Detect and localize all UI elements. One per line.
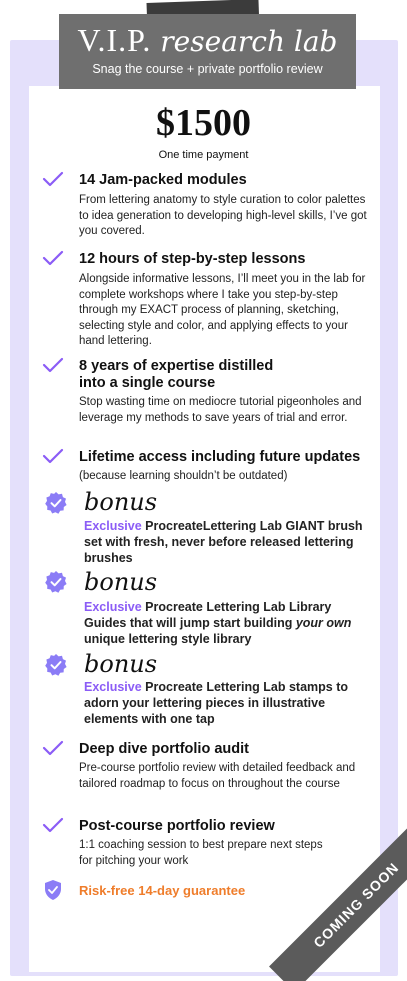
bonus-text-after: unique lettering style library	[84, 632, 252, 646]
checkmark-icon	[41, 447, 65, 465]
guarantee-text: Risk-free 14-day guarantee	[79, 883, 246, 898]
feature-description: Alongside informative lessons, I’ll meet you in the lab for complete workshops where I take you step-by-step through my EXACT process of planning, sketching, selecting style and color, and applying effects to your hand lettering.	[79, 273, 366, 348]
checkmark-icon	[41, 356, 65, 374]
feature-title: 12 hours of step-by-step lessons	[79, 251, 306, 267]
feature-title: 8 years of expertise distilled into a single course	[79, 358, 274, 391]
banner-title	[59, 22, 356, 60]
coming-soon-ribbon: COMING SOON	[269, 821, 407, 981]
feature-description: (because learning shouldn’t be outdated)	[79, 470, 288, 482]
verified-badge-icon	[44, 491, 68, 515]
bonus-text: ProcreateLettering Lab GIANT brush set with fresh, never before released lettering brushes	[84, 519, 363, 565]
banner-subtitle: Snag the course + private portfolio review	[92, 62, 323, 76]
bonus-highlight: Exclusive	[84, 680, 142, 694]
bonus-label: bonus	[84, 650, 158, 678]
checkmark-icon	[41, 816, 65, 834]
header-banner	[59, 14, 356, 89]
verified-badge-icon	[44, 653, 68, 677]
bonus-label: bonus	[84, 568, 158, 596]
extra-description: Pre-course portfolio review with detailed feedback and tailored roadmap to focus on throughout the course	[79, 762, 356, 790]
checkmark-icon	[41, 170, 65, 188]
shield-check-icon	[44, 879, 62, 901]
bonus-description	[84, 599, 369, 647]
price-note: One time payment	[158, 149, 249, 161]
extra-title: Post-course portfolio review	[79, 818, 275, 834]
bonus-text-italic: your own	[295, 616, 352, 630]
bonus-highlight: Exclusive	[84, 600, 142, 614]
price: $1500	[156, 102, 251, 144]
extra-title: Deep dive portfolio audit	[79, 741, 249, 757]
title-script: research lab	[160, 25, 338, 58]
feature-title: 14 Jam-packed modules	[79, 172, 247, 188]
checkmark-icon	[41, 739, 65, 757]
bonus-text: Procreate Lettering Lab Library Guides that will jump start building	[84, 600, 332, 630]
bonus-text: Procreate Lettering Lab stamps to adorn your lettering pieces in illustrative elements with one tap	[84, 680, 348, 726]
bonus-label: bonus	[84, 488, 158, 516]
coming-soon-corner	[247, 821, 407, 981]
bonus-description	[84, 518, 369, 566]
verified-badge-icon	[44, 570, 68, 594]
feature-title: Lifetime access including future updates	[79, 449, 361, 465]
checkmark-icon	[41, 249, 65, 267]
feature-description: From lettering anatomy to style curation to color palettes to idea generation to developing high-level skills, I’ve got you covered.	[79, 194, 367, 238]
bonus-highlight: Exclusive	[84, 519, 142, 533]
extra-description: 1:1 coaching session to best prepare next steps for pitching your work	[79, 839, 323, 867]
bonus-description	[84, 679, 369, 727]
title-prefix: V.I.P.	[77, 22, 152, 58]
feature-description: Stop wasting time on mediocre tutorial pigeonholes and leverage my methods to save years of trial and error.	[79, 396, 362, 424]
